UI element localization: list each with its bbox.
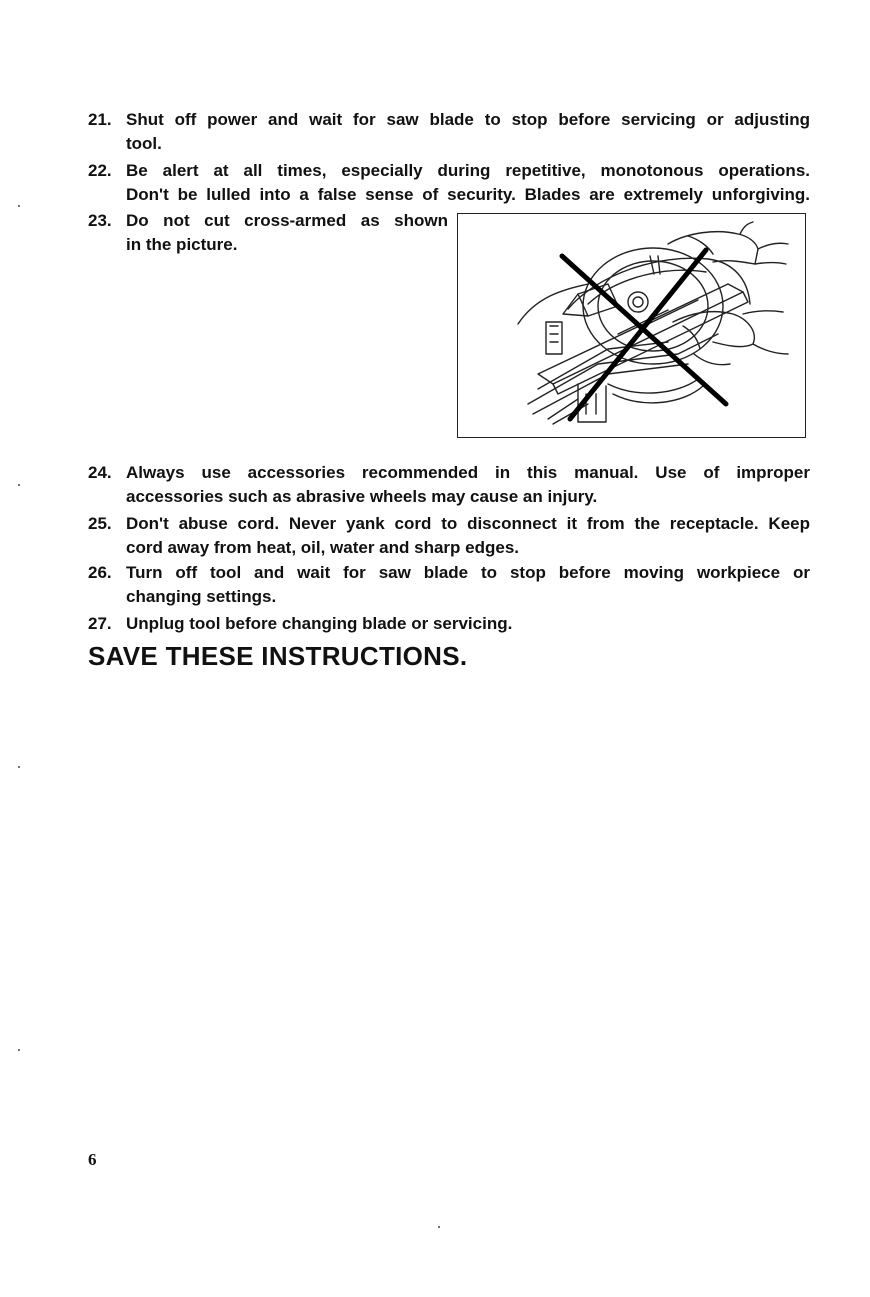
instruction-item-23 — [88, 209, 448, 257]
item-text — [126, 612, 810, 636]
scan-speck — [18, 1049, 20, 1051]
item-line: Be alert at all times, especially during repetitive, monotonous operations. — [126, 161, 810, 180]
item-line: Don't abuse cord. Never yank cord to disconnect it from the receptacle. Keep — [126, 514, 810, 533]
item-text — [126, 108, 810, 156]
scan-speck — [438, 1226, 440, 1228]
instruction-item-26 — [88, 561, 810, 609]
scan-speck — [18, 766, 20, 768]
instruction-item-27 — [88, 612, 810, 636]
item-line: Always use accessories recommended in this manual. Use of improper — [126, 463, 810, 482]
item-line: cord away from heat, oil, water and sharp edges. — [126, 538, 520, 557]
item-number: 22. — [88, 161, 112, 180]
instruction-item-22 — [88, 159, 810, 207]
item-line: changing settings. — [126, 587, 277, 606]
item-line: tool. — [126, 134, 162, 153]
item-number: 24. — [88, 463, 112, 482]
item-text — [126, 209, 448, 257]
item-line: Shut off power and wait for saw blade to stop before servicing or adjusting — [126, 110, 810, 129]
save-instructions-heading: SAVE THESE INSTRUCTIONS. — [88, 641, 468, 671]
item-text — [126, 159, 810, 207]
item-text — [126, 461, 810, 509]
item-text — [126, 512, 810, 560]
item-line: Do not cut cross-armed as shown — [126, 211, 448, 230]
item-number: 27. — [88, 614, 112, 633]
miter-saw-icon — [458, 214, 805, 437]
item-line: Don't be lulled into a false sense of security. Blades are extremely unforgiving. — [126, 185, 810, 204]
scan-speck — [18, 205, 20, 207]
item-line: Turn off tool and wait for saw blade to stop before moving workpiece or — [126, 563, 810, 582]
instruction-item-25 — [88, 512, 810, 560]
item-number: 26. — [88, 563, 112, 582]
item-number: 21. — [88, 110, 112, 129]
item-line: accessories such as abrasive wheels may cause an injury. — [126, 487, 598, 506]
instruction-item-21 — [88, 108, 810, 156]
item-line: in the picture. — [126, 235, 238, 254]
item-line: Unplug tool before changing blade or servicing. — [126, 614, 513, 633]
item-number: 23. — [88, 211, 112, 230]
item-number: 25. — [88, 514, 112, 533]
page-number: 6 — [88, 1150, 97, 1169]
scan-speck — [18, 484, 20, 486]
instruction-item-24 — [88, 461, 810, 509]
item-text — [126, 561, 810, 609]
cross-armed-cutting-figure — [457, 213, 806, 438]
